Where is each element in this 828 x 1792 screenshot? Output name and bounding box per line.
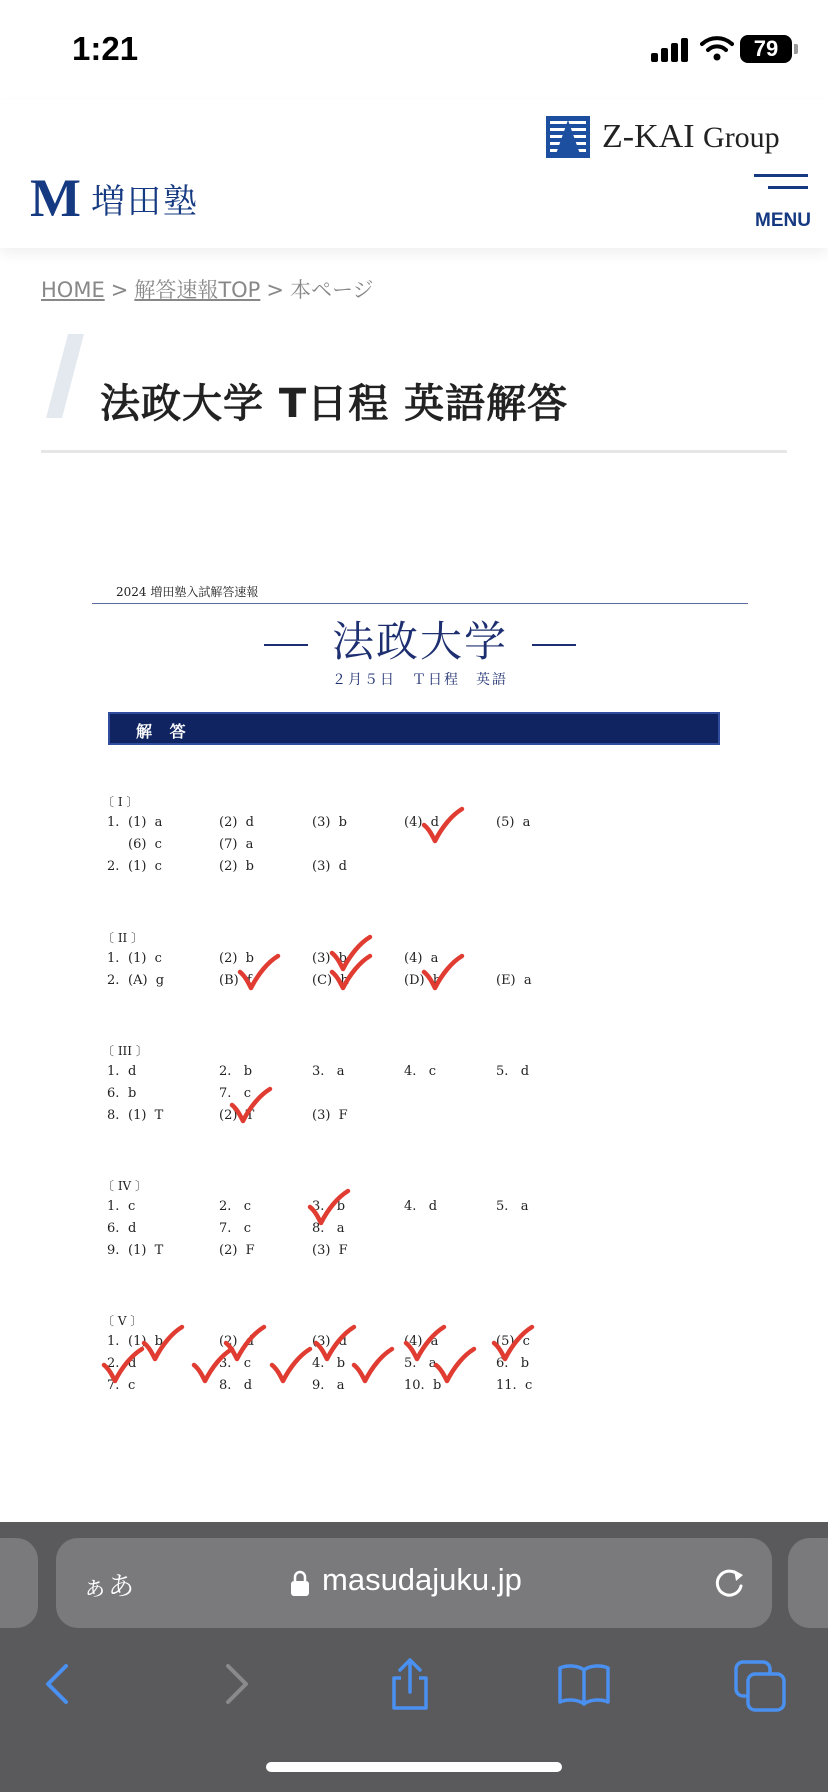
zkai-group-logo[interactable] [546, 114, 810, 160]
answer-cell: (3) F [312, 1243, 348, 1258]
question-number: 1. [107, 1064, 120, 1079]
question-number: 1. [107, 1334, 120, 1349]
answer-cell: 7. c [219, 1221, 252, 1236]
answer-cell: (1) c [128, 951, 162, 966]
handwritten-check-mark [420, 805, 466, 845]
handwritten-check-mark [328, 952, 374, 992]
answer-cell: (6) c [128, 837, 162, 852]
answer-cell: 3. b [312, 1199, 346, 1214]
handwritten-check-mark [306, 1187, 352, 1227]
answer-cell: (2) b [219, 951, 255, 966]
answer-document [92, 575, 752, 1435]
masuda-logo[interactable] [30, 168, 199, 228]
answer-cell: (1) T [128, 1108, 164, 1123]
answer-cell: (4) a [404, 1334, 439, 1349]
page-title: 法政大学 T日程 英語解答 [100, 381, 569, 427]
status-bar [0, 0, 828, 100]
answer-cell: 10. b [404, 1378, 442, 1393]
answer-cell: 2. b [219, 1064, 253, 1079]
forward-icon[interactable] [206, 1654, 266, 1714]
answer-row [92, 1064, 692, 1084]
answer-cell: 8. a [312, 1221, 345, 1236]
answer-row [92, 859, 692, 879]
answer-cell: 4. d [404, 1199, 438, 1214]
question-number: 1. [107, 815, 120, 830]
answer-row [92, 973, 692, 993]
section-label: 〔 III 〕 [102, 1044, 148, 1058]
answer-cell: (4) a [404, 951, 439, 966]
browser-toolbar [0, 1522, 828, 1792]
answer-cell: 3. a [312, 1064, 345, 1079]
next-tab-preview[interactable] [788, 1538, 828, 1628]
handwritten-check-mark [420, 952, 466, 992]
answer-cell: (7) a [219, 837, 254, 852]
answer-cell: 11. c [496, 1378, 533, 1393]
document-header-label: 2024 増田塾入試解答速報 [116, 585, 259, 599]
tabs-icon[interactable] [730, 1654, 790, 1714]
handwritten-check-mark [350, 1345, 396, 1385]
answer-row [92, 1086, 692, 1106]
question-number: 9. [107, 1243, 120, 1258]
answer-cell: 6. b [496, 1356, 530, 1371]
page-settings-button[interactable]: ぁあ [82, 1572, 135, 1602]
answer-cell: (2) d [219, 1334, 255, 1349]
answer-row [92, 1108, 692, 1128]
handwritten-check-mark [236, 952, 282, 992]
battery-indicator: 79 [740, 35, 792, 63]
answer-cell: d [128, 1356, 137, 1371]
answer-cell: (2) d [219, 815, 255, 830]
handwritten-check-mark [490, 1323, 536, 1363]
title-divider [41, 450, 787, 453]
question-number: 2. [107, 859, 120, 874]
answer-cell: d [128, 1221, 137, 1236]
answer-cell: (3) F [312, 1108, 348, 1123]
lock-icon [290, 1569, 310, 1597]
masuda-logo-m: M [30, 168, 81, 228]
cellular-signal-icon [651, 38, 691, 62]
answer-cell: 5. a [404, 1356, 437, 1371]
answer-cell: 7. c [219, 1086, 252, 1101]
answer-row [92, 1243, 692, 1263]
answer-cell: 4. b [312, 1356, 346, 1371]
answer-cell: 5. d [496, 1064, 530, 1079]
bookmarks-icon[interactable] [554, 1654, 614, 1714]
handwritten-check-mark [432, 1345, 478, 1385]
home-indicator [266, 1762, 562, 1772]
answer-cell: (C) h [312, 973, 349, 988]
answer-cell: 9. a [312, 1378, 345, 1393]
answers-heading-bar [108, 712, 720, 745]
question-number: 2. [107, 1356, 120, 1371]
answer-cell: (A) g [128, 973, 165, 988]
answer-cell: (3) b [312, 815, 348, 830]
section-label: 〔 I 〕 [102, 795, 139, 809]
answer-cell: 4. c [404, 1064, 437, 1079]
breadcrumb-home-link[interactable]: HOME [41, 278, 105, 302]
breadcrumb-top-link[interactable]: 解答速報TOP [134, 278, 261, 302]
handwritten-check-mark [190, 1345, 236, 1385]
answer-cell: (5) a [496, 815, 531, 830]
answer-row [92, 951, 692, 971]
answer-row [92, 815, 692, 835]
reload-icon[interactable] [710, 1564, 748, 1602]
answer-cell: (2) b [219, 859, 255, 874]
zkai-logo-mark-icon [546, 116, 590, 158]
handwritten-check-mark [100, 1345, 146, 1385]
document-university-title [92, 609, 748, 669]
breadcrumb-current: 本ページ [289, 278, 374, 302]
answer-cell: 2. c [219, 1199, 252, 1214]
answer-cell: (3) b [312, 951, 348, 966]
university-name: 法政大学 [331, 617, 508, 666]
previous-tab-preview[interactable] [0, 1538, 38, 1628]
answer-cell: b [128, 1086, 137, 1101]
answer-cell: 5. a [496, 1199, 529, 1214]
answer-cell: 3. c [219, 1356, 252, 1371]
answer-cell: (1) b [128, 1334, 164, 1349]
section-label: 〔 II 〕 [102, 931, 144, 945]
answer-cell: c [128, 1378, 136, 1393]
question-number: 8. [107, 1108, 120, 1123]
answer-cell: (1) a [128, 815, 163, 830]
answer-cell: c [128, 1199, 136, 1214]
answer-cell: (5) c [496, 1334, 530, 1349]
handwritten-check-mark [228, 1085, 274, 1125]
answer-cell: (1) T [128, 1243, 164, 1258]
question-number: 6. [107, 1086, 120, 1101]
question-number: 2. [107, 973, 120, 988]
answer-cell: (E) a [496, 973, 532, 988]
status-time: 1:21 [72, 30, 139, 67]
answer-cell: (2) T [219, 1108, 255, 1123]
section-label: 〔 IV 〕 [102, 1179, 148, 1193]
wifi-icon [700, 34, 734, 62]
handwritten-check-mark [268, 1345, 314, 1385]
answer-cell: (3) d [312, 1334, 348, 1349]
breadcrumb-separator: > [266, 278, 284, 302]
section-label: 〔 V 〕 [102, 1314, 143, 1328]
answer-cell: d [128, 1064, 137, 1079]
answer-row [92, 1221, 692, 1241]
zkai-group: Group [703, 121, 780, 154]
question-number: 7. [107, 1378, 120, 1393]
answer-row [92, 837, 692, 857]
answers-heading-label: 解 答 [136, 722, 192, 741]
answer-cell: (B) f [219, 973, 252, 988]
url-text: masudajuku.jp [322, 1562, 522, 1597]
answer-cell: 8. d [219, 1378, 253, 1393]
back-icon[interactable] [28, 1654, 88, 1714]
address-bar[interactable] [56, 1538, 772, 1628]
question-number: 1. [107, 951, 120, 966]
menu-label: MENU [755, 210, 811, 231]
document-subtitle: ２月５日 Ｔ日程 英語 [332, 672, 508, 688]
masuda-logo-name: 増田塾 [90, 181, 199, 222]
question-number: 6. [107, 1221, 120, 1236]
question-number: 1. [107, 1199, 120, 1214]
answer-cell: (1) c [128, 859, 162, 874]
handwritten-check-mark [140, 1323, 186, 1363]
answer-row [92, 1199, 692, 1219]
breadcrumb-separator: > [110, 278, 129, 302]
zkai-logo-text [602, 118, 780, 156]
answer-cell: (4) d [404, 815, 440, 830]
site-header [0, 100, 828, 248]
document-header-rule [92, 603, 748, 604]
zkai-brand: Z-KAI [602, 118, 695, 155]
answer-cell: (D) b [404, 973, 442, 988]
answer-cell: (3) d [312, 859, 348, 874]
share-icon[interactable] [380, 1654, 440, 1714]
menu-button[interactable] [748, 170, 818, 234]
answer-cell: (2) F [219, 1243, 255, 1258]
title-slash-decoration [46, 334, 86, 418]
breadcrumb [41, 274, 374, 304]
